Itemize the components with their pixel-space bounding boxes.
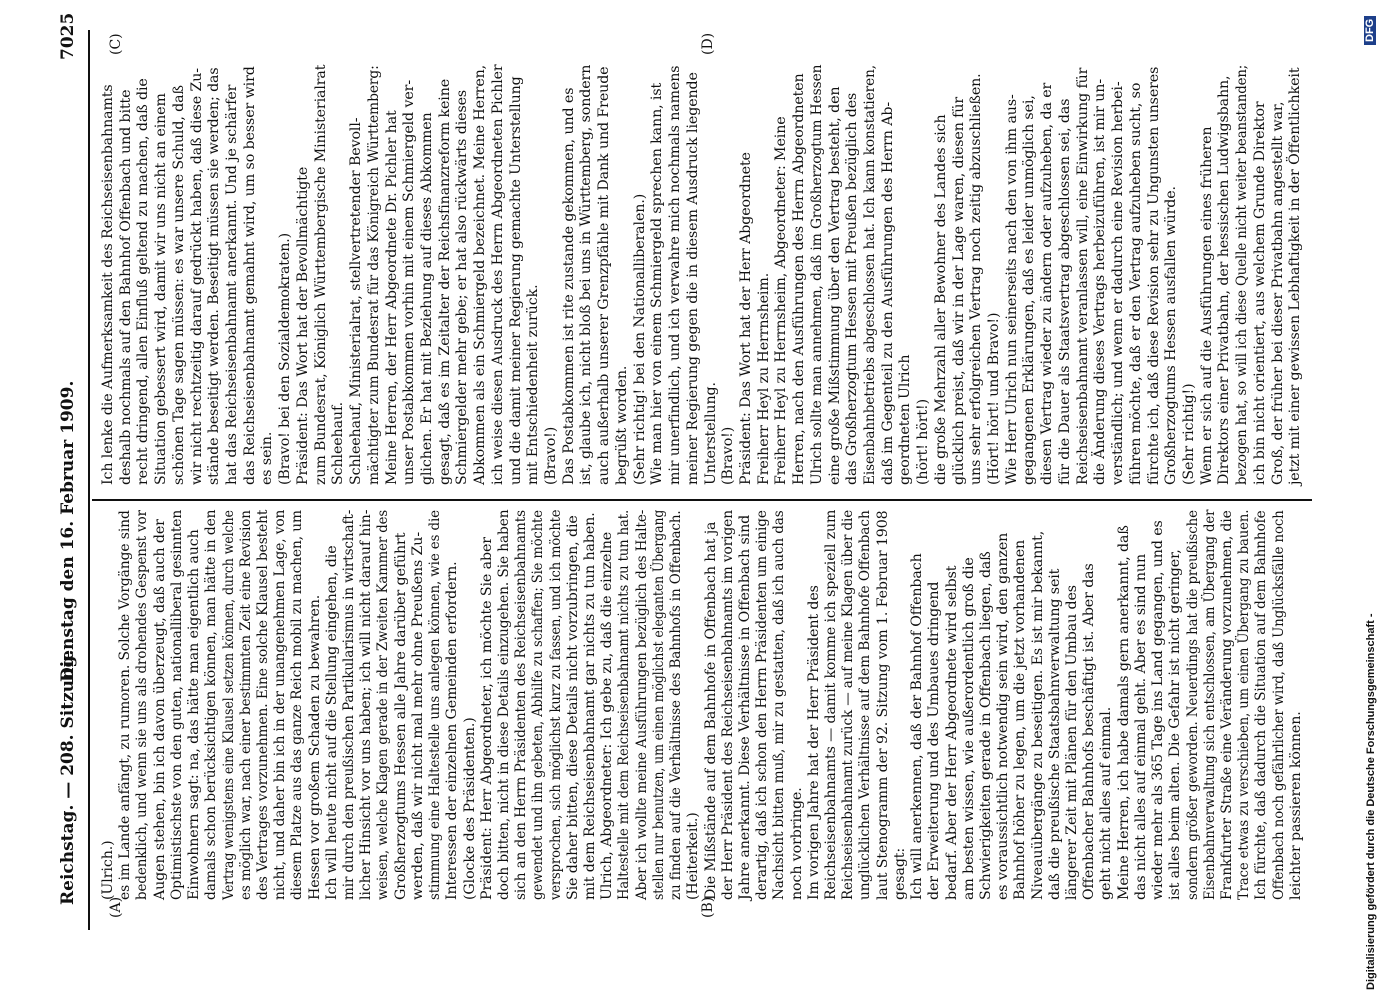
text-line: deshalb nochmals auf den Bahnhof Offenbach und bitte <box>117 89 134 485</box>
text-line: jetzt mit einer gewissen Lebhaftigkeit in der Öffentlichkeit <box>1287 67 1304 485</box>
text-line: (Glocke des Präsidenten.) <box>461 717 478 900</box>
text-line: Groß, der früher bei dieser Privatbahn angestellt war, <box>1269 101 1286 485</box>
credit-text: Digitalisierung gefördert durch die Deutsche Forschungsgemeinschaft - <box>1365 613 1377 990</box>
text-line: laut Stenogramm der 92. Sitzung vom 1. Februar 1908 <box>874 510 891 900</box>
running-head-left: Reichstag. — 208. Sitzung. <box>58 649 78 905</box>
text-line: (Hört! hört! und Bravo!) <box>986 312 1003 485</box>
margin-mark-d: (D) <box>700 32 716 55</box>
text-line: zu finden auf die Verhältnisse des Bahnhofs in Offenbach. <box>668 510 685 900</box>
text-line: bezogen hat, so will ich diese Quelle nicht weiter beanstanden; <box>1234 64 1251 485</box>
text-line: zum Bundesrat, Königlich Württembergische Ministerialrat <box>312 64 329 485</box>
text-line: Vertrag wenigstens eine Klausel setzen können, durch welche <box>220 510 237 900</box>
text-line: Aber ich wollte meine Ausführungen bezüglich des Halte- <box>633 509 650 900</box>
text-line: Reichseisenbahnamts — damit komme ich speziell zum <box>823 509 839 900</box>
text-line: derartig, daß ich schon den Herrn Präsidenten um einige <box>754 510 771 900</box>
text-line: wieder mehr als 365 Tage ins Land gegangen, und es <box>1150 520 1167 900</box>
text-line: Die Mißstände auf dem Bahnhofe in Offenbach hat ja <box>702 521 719 900</box>
text-line: es im Lande anfängt, zu rumoren. Solche Vorgänge sind <box>117 510 134 900</box>
margin-mark-a: (A) <box>108 896 124 918</box>
text-line: auch außerhalb unserer Grenzpfähle mit Dank und Freude <box>596 66 613 485</box>
text-line: Ich will heute nicht auf die Stellung eingehen, die <box>323 545 340 900</box>
text-line: recht dringend, allen Einfluß geltend zu machen, daß die <box>135 78 152 485</box>
text-line: werden, daß wir nicht mal mehr ohne Preußens Zu- <box>409 531 426 900</box>
text-line: ist, glaube ich, nicht bloß bei uns in Württemberg, sondern <box>578 64 595 485</box>
text-line: bedarf. Aber der Herr Abgeordnete wird selbst <box>943 565 960 900</box>
text-line: versprochen, sich möglichst kurz zu fassen, und ich möchte <box>547 509 564 900</box>
text-line: bedenklich, und wenn sie uns als drohendes Gespenst vor <box>134 510 151 900</box>
text-line: am besten wissen, wie außerordentlich groß die <box>960 557 977 900</box>
text-line: Herren, nach den Ausführungen des Herrn Abgeordneten <box>791 73 808 485</box>
text-line: die große Mehrzahl aller Bewohner des Landes sich <box>932 114 949 485</box>
header-rule <box>88 30 90 930</box>
text-line: des Vertrages vorzunehmen. Eine solche Klausel besteht <box>254 509 271 900</box>
text-line: Augen stehen, bin ich davon überzeugt, daß auch der <box>151 519 168 900</box>
text-line: Schwierigkeiten gerade in Offenbach liegen, daß <box>977 551 994 900</box>
text-line: Bahnhof höher zu legen, um die jetzt vorhandenen <box>1012 539 1029 900</box>
text-line: weisen, welche Klagen gerade in der Zweiten Kammer des <box>375 509 392 900</box>
text-line: geht nicht alles auf einmal. <box>1098 706 1115 900</box>
text-line: Schmiergelder mehr gebe; er hat also rückwärts dieses <box>454 89 471 485</box>
text-line: (Sehr richtig!) <box>1180 383 1197 485</box>
text-line: ist alles beim alten. Die Gefahr ist nicht geringer, <box>1167 549 1184 900</box>
text-line: Unterstellung. <box>702 382 719 485</box>
text-line: Meine Herren, ich habe damals gern anerkannt, daß <box>1115 525 1132 900</box>
text-line: stände beseitigt werden. Beseitigt müssen sie werden; das <box>206 67 223 485</box>
dfg-logo: DFG <box>1364 16 1376 45</box>
text-line: Im vorigen Jahre hat der Herr Präsident des <box>805 585 822 900</box>
text-line: Präsident: Das Wort hat der Herr Abgeordnete <box>737 152 754 485</box>
text-line: Ulrich sollte man annehmen, daß im Großherzogtum Hessen <box>808 64 825 485</box>
text-line: diesen Vertrag wieder zu ändern oder aufzuheben, da er <box>1039 82 1056 485</box>
text-line: für die Dauer als Staatsvertrag abgeschlossen sei, das <box>1056 98 1073 485</box>
margin-mark-b: (B) <box>700 896 716 918</box>
text-line: damals schon berücksichtigen können, man hätte in den <box>203 509 220 900</box>
text-line: das Reichseisenbahnamt gemahnt wird, um so besser wird <box>241 66 258 485</box>
text-line: Optimistischste von den guten, nationalliberal gesinnten <box>168 509 185 900</box>
text-line: führen möchte, daß er den Vertrag aufzuheben sucht, so <box>1127 82 1144 485</box>
text-line: Niveauübergänge zu beseitigen. Es ist mir bekannt, <box>1029 530 1046 900</box>
text-line: das Großherzogtum Hessen mit Preußen bezüglich des <box>844 92 861 485</box>
text-line: Wie man hier von einem Schmiergeld sprechen kann, ist <box>649 82 666 485</box>
text-line: Jahre anerkannt. Diese Verhältnisse in Offenbach sind <box>736 514 753 900</box>
text-line: der Erweiterung und des Umbaues dringend <box>926 581 943 900</box>
text-line: fürchte ich, daß diese Revision sehr zu Ungunsten unseres <box>1145 66 1162 485</box>
text-line: glücklich preist, daß wir in der Lage waren, diesen für <box>950 96 967 485</box>
text-line: (Ulrich.) <box>100 840 116 900</box>
text-line: verständlich; und wenn er dadurch eine Revision herbei- <box>1110 81 1127 485</box>
column-divider <box>92 499 1312 501</box>
text-line: Haltestelle mit dem Reichseisenbahnamt nichts zu tun hat. <box>616 509 633 900</box>
text-line: Hessen vor großem Schaden zu bewahren. <box>306 594 323 900</box>
text-line: gewendet und ihn gebeten, Abhilfe zu schaffen; Sie möchte <box>530 510 547 900</box>
text-line: licher Hinsicht vor uns haben; ich will nicht darauf hin- <box>358 509 375 900</box>
text-line: Offenbacher Bahnhofs beschäftigt ist. Aber das <box>1081 563 1098 900</box>
text-line: mir durch den preußischen Partikularismus in wirtschaft- <box>341 509 357 900</box>
text-line: Trace etwas zu verschieben, um einen Übergang zu bauen. <box>1236 509 1253 900</box>
text-line: Situation gebessert wird, damit wir uns nicht an einem <box>153 93 170 485</box>
text-line: ich bin nicht orientiert, aus welchem Grunde Direktor <box>1251 101 1268 485</box>
text-line: Reichseisenbahnamt zurück — auf meine Klagen über die <box>840 509 857 900</box>
text-line: gesagt, daß es im Zeitalter der Reichsfinanzreform keine <box>436 78 453 485</box>
text-line: (Sehr richtig! bei den Nationalliberalen.) <box>631 193 648 485</box>
text-line: (Bravo!) <box>720 426 737 485</box>
text-line: das nicht alles auf einmal geht. Aber es sind nun <box>1132 553 1149 900</box>
text-line: Eisenbahnbetriebs abgeschlossen hat. Ich kann konstatieren, <box>861 65 878 485</box>
text-line: (Bravo!) <box>543 426 559 485</box>
running-head-date: Dienstag den 16. Februar 1909. <box>58 380 78 682</box>
text-line: sich an den Herrn Präsidenten des Reichseisenbahnamts <box>513 510 530 900</box>
text-line: noch vorbringe. <box>788 787 805 900</box>
text-line: Großherzogtums Hessen ausfallen würde. <box>1163 186 1180 485</box>
text-line: schönen Tage sagen müssen: es war unsere Schuld, daß <box>170 85 187 485</box>
text-line: geordneten Ulrich <box>897 354 914 485</box>
text-line: Einwohnern sagt: na, das hätte man eigentlich auch <box>186 529 203 900</box>
page-number: 7025 <box>58 12 78 60</box>
text-line: die Änderung dieses Vertrags herbeizuführen, ist mir un- <box>1092 78 1109 485</box>
text-line: Reichseisenbahnamt veranlassen will, eine Einwirkung für <box>1074 67 1091 485</box>
text-line: Präsident: Das Wort hat der Bevollmächtigte <box>294 166 311 485</box>
text-line: es sein. <box>259 431 276 485</box>
text-line: mächtigter zum Bundesrat für das Königreich Württemberg: <box>365 65 382 485</box>
text-line: stellen nur benutzen, um einen möglichst eleganten Übergang <box>650 509 667 900</box>
text-line: ich weise diesen Ausdruck des Herrn Abgeordneten Pichler <box>489 64 506 485</box>
text-line: Das Postabkommen ist rite zustande gekommen, und es <box>560 87 577 485</box>
text-line: sondern größer geworden. Neuerdings hat die preußische <box>1184 510 1201 900</box>
text-line: Schleehauf. <box>330 401 347 485</box>
text-line: Interessen der einzelnen Gemeinden erfordern. <box>444 561 461 900</box>
text-line: unglücklichen Verhältnisse auf dem Bahnhofe Offenbach <box>857 510 874 900</box>
text-line: meiner Regierung gegen die in diesem Ausdruck liegende <box>684 72 701 485</box>
text-line: daß im Gegenteil zu den Ausführungen des Herrn Ab- <box>879 101 896 485</box>
text-line: Nachsicht bitten muß, mir zu gestatten, daß ich auch das <box>771 510 788 900</box>
text-line: mit dem Reichseisenbahnamt gar nichts zu tun haben. <box>582 512 598 900</box>
text-line: Offenbach noch gefährlicher wird, daß Unglücksfälle noch <box>1270 510 1287 900</box>
text-line: gesagt: <box>891 847 908 900</box>
digitization-credit <box>1363 0 1383 1000</box>
text-line: daß die preußische Staatsbahnverwaltung seit <box>1046 568 1063 900</box>
text-line: Sie daher bitten, diese Details nicht vorzubringen, die <box>564 515 581 900</box>
text-line: (Bravo! bei den Sozialdemokraten.) <box>277 232 294 485</box>
text-line: stimmung eine Haltestelle uns anlegen können, wie es die <box>427 510 444 900</box>
text-line: Direktors einer Privatbahn, der hessischen Ludwigsbahn, <box>1216 75 1233 485</box>
text-line: uns sehr erfolgreichen Vertrag noch zeitig abzuschließen. <box>968 73 985 485</box>
text-line: mit Entschiedenheit zurück. <box>525 284 542 485</box>
text-line: Abkommen als ein Schmiergeld bezeichnet. Meine Herren, <box>472 64 489 485</box>
text-line: Meine Herren, der Herr Abgeordnete Dr. Pichler hat <box>383 110 400 485</box>
text-line: leichter passieren können. <box>1287 711 1304 900</box>
text-line: Frankfurter Straße eine Veränderung vorzunehmen, die <box>1218 510 1235 900</box>
text-line: Eisenbahnverwaltung sich entschlossen, am Übergang der <box>1201 509 1218 900</box>
text-line: hat das Reichseisenbahnamt anerkannt. Und je schärfer <box>224 84 241 485</box>
text-line: Großherzogtums Hessen alle Jahre darüber geführt <box>392 532 409 900</box>
text-line: Wie Herr Ulrich nun seinerseits nach den von ihm aus- <box>1003 94 1020 485</box>
text-line: Freiherr Heyl zu Herrnsheim. <box>755 272 772 485</box>
text-line: Ulrich, Abgeordneter: Ich gebe zu, daß die einzelne <box>599 531 616 900</box>
text-line: Wenn er sich auf die Ausführungen eines früheren <box>1198 126 1215 485</box>
text-line: und die damit meiner Regierung gemachte Unterstellung <box>507 76 524 485</box>
text-line: unser Postabkommen vorhin mit einem Schmiergeld ver- <box>401 79 418 485</box>
text-line: (Heiterkeit.) <box>685 812 702 900</box>
text-line: eine große Mißstimmung über den Vertrag besteht, den <box>826 86 843 485</box>
text-line: Ich lenke die Aufmerksamkeit des Reichseisenbahnamts <box>100 84 116 485</box>
text-line: mir unerfindlich, und ich verwahre mich nochmals namens <box>667 65 684 485</box>
text-line: es voraussichtlich notwendig sein wird, den ganzen <box>995 532 1012 900</box>
text-line: (hört! hört!) <box>915 398 932 485</box>
text-line: Präsident: Herr Abgeordneter, ich möchte Sie aber <box>478 537 495 900</box>
text-line: Schleehauf, Ministerialrat, stellvertretender Bevoll- <box>348 117 365 485</box>
text-line: nicht, und daher bin ich in der unangenehmen Lage, von <box>272 509 289 900</box>
text-line: wir nicht rechtzeitig darauf gedrückt haben, daß diese Zu- <box>188 67 205 485</box>
text-line: Ich fürchte, daß dadurch die Situation auf dem Bahnhofe <box>1253 510 1270 900</box>
text-line: begrüßt worden. <box>613 365 630 485</box>
text-line: glichen. Er hat mit Beziehung auf dieses Abkommen <box>418 112 435 485</box>
text-line: Ich will anerkennen, daß der Bahnhof Offenbach <box>909 553 926 900</box>
text-line: diesem Platze aus das ganze Reich mobil zu machen, um <box>289 510 306 900</box>
text-line: es möglich war, nach einer bestimmten Zeit eine Revision <box>237 510 254 900</box>
text-line: gegangenen Erklärungen, daß es leider unmöglich sei, <box>1021 95 1038 485</box>
text-line: doch bitten, nicht in diese Details einzugehen. Sie haben <box>495 509 512 900</box>
text-line: längerer Zeit mit Plänen für den Umbau des <box>1064 585 1080 900</box>
margin-mark-c: (C) <box>108 33 124 55</box>
text-line: Freiherr Heyl zu Herrnsheim, Abgeordneter: Meine <box>773 116 790 485</box>
text-line: der Herr Präsident des Reichseisenbahnamts im vorigen <box>719 510 736 900</box>
